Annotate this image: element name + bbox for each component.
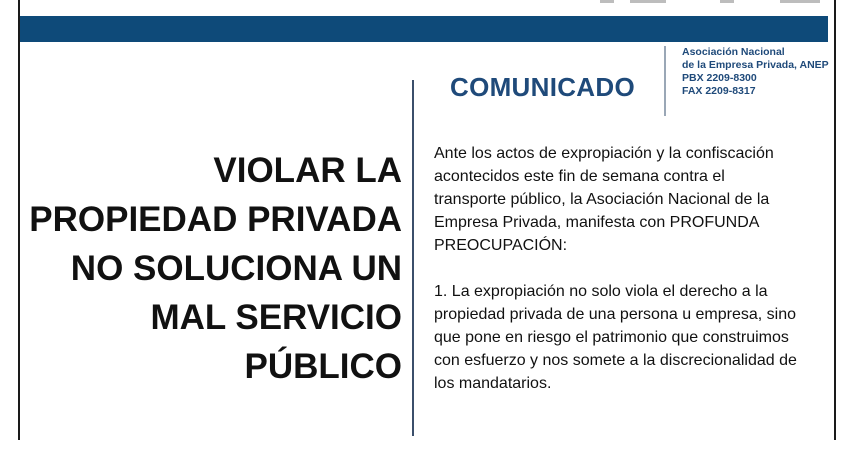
body-line: los mandatarios. [434, 375, 552, 392]
body-line: Empresa Privada, manifesta con PROFUNDA [434, 214, 760, 231]
document-title: COMUNICADO [450, 72, 635, 102]
organization-info [682, 46, 829, 98]
org-phone: PBX 2209-8300 [682, 72, 757, 84]
scan-artifact [600, 0, 830, 4]
column-divider [412, 80, 414, 436]
headline-line: MAL SERVICIO [150, 298, 402, 337]
page-bottom-margin [0, 440, 854, 456]
headline [22, 146, 402, 391]
body-line: con esfuerzo y nos somete a la discrecionalidad de [434, 352, 797, 369]
page-left-border [18, 0, 20, 440]
headline-line: VIOLAR LA [213, 151, 402, 190]
communique-body [434, 142, 830, 395]
body-line: 1. La expropiación no solo viola el derecho a la [434, 283, 768, 300]
body-line: Ante los actos de expropiación y la confiscación [434, 145, 774, 162]
headline-line: PROPIEDAD PRIVADA [29, 200, 402, 239]
org-name-line: Asociación Nacional [682, 46, 785, 58]
body-line: acontecidos este fin de semana contra el [434, 168, 725, 185]
headline-line: NO SOLUCIONA UN [70, 249, 402, 288]
body-line: PREOCUPACIÓN: [434, 237, 568, 254]
headline-line: PÚBLICO [244, 347, 402, 386]
page-right-border [834, 0, 836, 440]
body-line: transporte público, la Asociación Nacional de la [434, 191, 770, 208]
org-divider [664, 46, 666, 116]
body-line: propiedad privada de una persona u empresa, sino [434, 306, 797, 323]
body-line: que pone en riesgo el patrimonio que construimos [434, 329, 789, 346]
org-fax: FAX 2209-8317 [682, 85, 756, 97]
header-color-bar [20, 16, 828, 42]
org-name-line: de la Empresa Privada, ANEP [682, 59, 829, 71]
